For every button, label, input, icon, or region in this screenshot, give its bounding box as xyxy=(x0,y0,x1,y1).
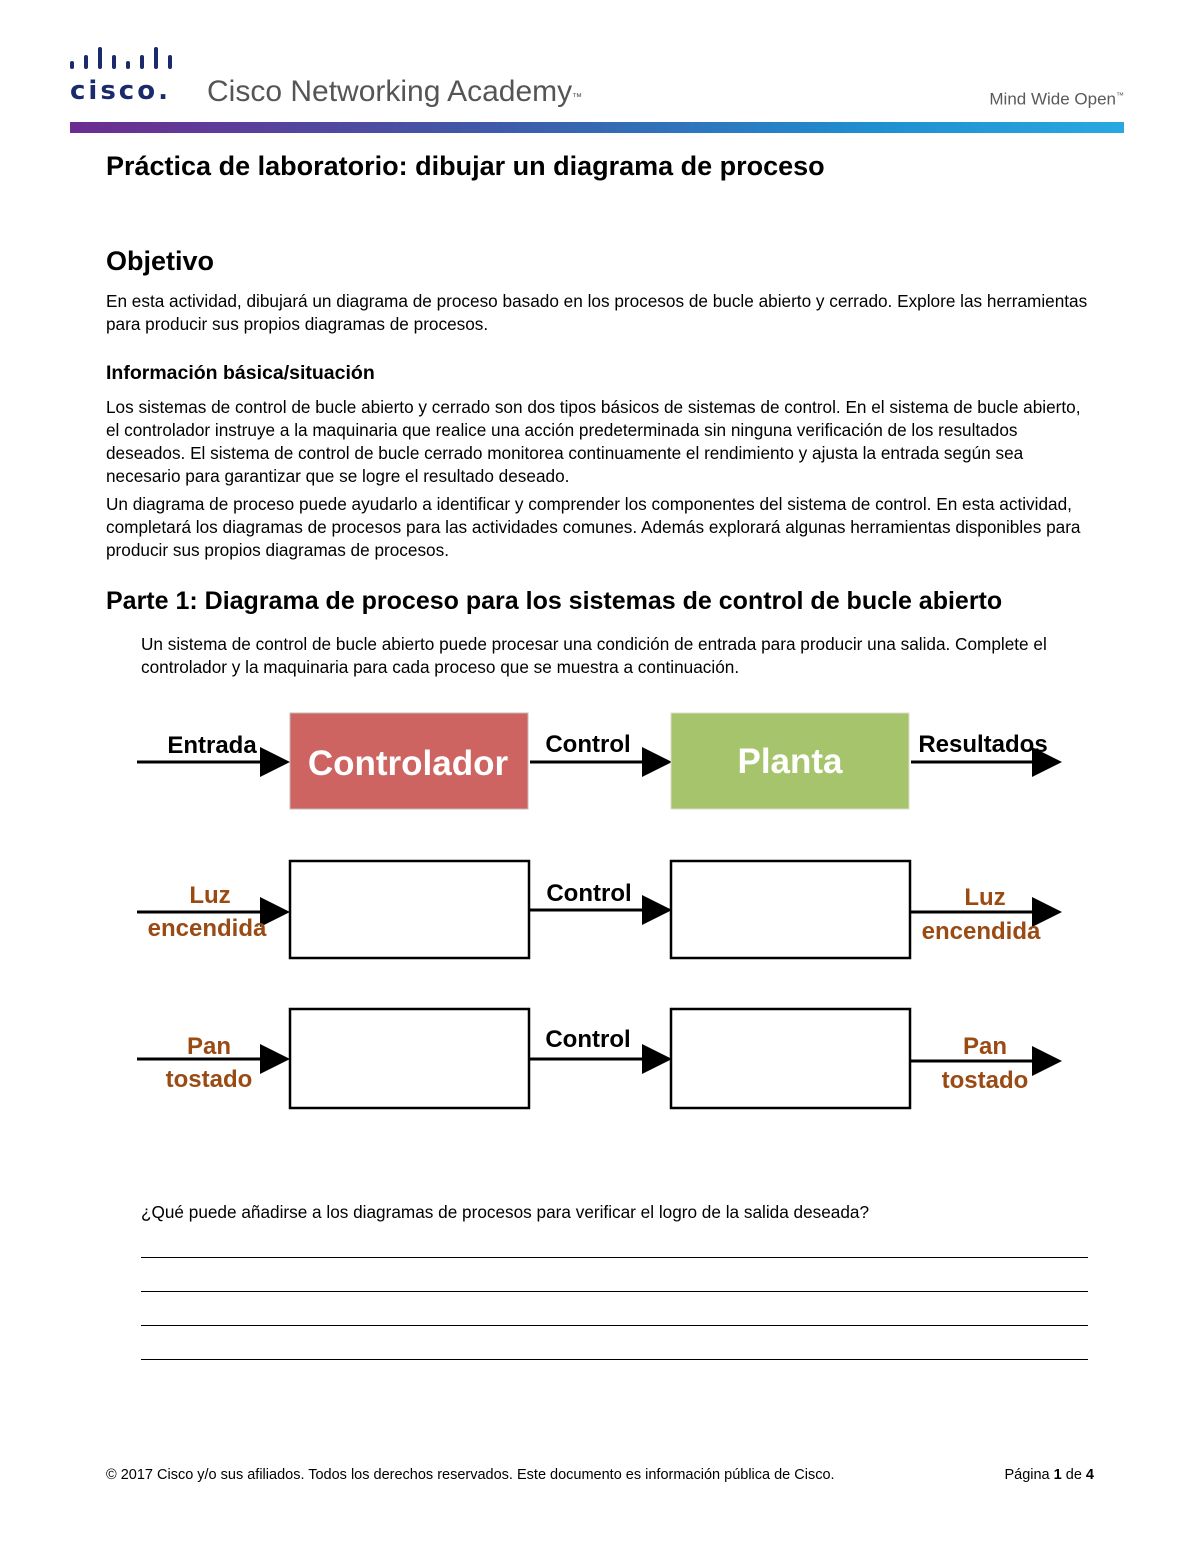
page-title: Práctica de laboratorio: dibujar un diagrama de proceso xyxy=(106,151,825,181)
row2-output-label-line1: Luz xyxy=(964,884,1006,911)
objective-heading: Objetivo xyxy=(106,246,215,276)
background-paragraph-2: Un diagrama de proceso puede ayudarlo a identificar y comprender los componentes del sistema de control. En esta actividad, completará los diagramas de procesos para las actividades comunes. Además explorará algunas herramientas disponibles para producir sus propios diagramas de procesos. xyxy=(106,494,1081,560)
answer-line-3[interactable] xyxy=(141,1325,1088,1326)
row2-output-label-line2: encendida xyxy=(921,918,1041,945)
part1-heading: Parte 1: Diagrama de proceso para los sistemas de control de bucle abierto xyxy=(106,587,1003,615)
row2-input-label-line1: Luz xyxy=(189,882,231,909)
row1-input-label: Entrada xyxy=(167,732,257,759)
row3-input-label-line2: tostado xyxy=(165,1066,253,1093)
cisco-logo-text: cisco. xyxy=(70,76,171,106)
answer-line-1[interactable] xyxy=(141,1257,1088,1258)
answer-line-2[interactable] xyxy=(141,1291,1088,1292)
row3-control-label: Control xyxy=(545,1026,631,1053)
row3-controller-blank-box xyxy=(290,1009,529,1108)
row2-input-label-line2: encendida xyxy=(147,915,267,942)
objective-text: En esta actividad, dibujará un diagrama de proceso basado en los procesos de bucle abierto y cerrado. Explore las herramientas para producir sus propios diagramas de procesos. xyxy=(106,291,1088,334)
cisco-logo-bars-icon xyxy=(70,47,180,75)
row3-input-label-line1: Pan xyxy=(186,1033,232,1060)
row3-output-label-line2: tostado xyxy=(941,1067,1029,1094)
part1-intro: Un sistema de control de bucle abierto puede procesar una condición de entrada para producir una salida. Complete el controlador y la maquinaria para cada proceso que se muestra a continuación. xyxy=(141,634,1047,677)
row2-controller-blank-box xyxy=(290,861,529,958)
part1-question: ¿Qué puede añadirse a los diagramas de procesos para verificar el logro de la salida deseada? xyxy=(141,1202,870,1222)
row2-plant-blank-box xyxy=(671,861,910,958)
background-heading: Información básica/situación xyxy=(106,362,375,384)
row1-control-label: Control xyxy=(545,731,631,758)
tagline: Mind Wide Open™ xyxy=(989,89,1124,109)
brand-title: Cisco Networking Academy™ xyxy=(207,75,583,108)
footer-copyright: © 2017 Cisco y/o sus afiliados. Todos los derechos reservados. Este documento es información pública de Cisco. xyxy=(106,1467,835,1483)
row2-control-label: Control xyxy=(546,880,632,907)
header-gradient-bar xyxy=(70,122,1124,133)
controller-label: Controlador xyxy=(307,744,509,783)
page-number: Página 1 de 4 xyxy=(1004,1467,1094,1483)
row3-plant-blank-box xyxy=(671,1009,910,1108)
process-diagram xyxy=(0,690,1200,1130)
plant-label: Planta xyxy=(737,742,843,781)
row3-output-label-line1: Pan xyxy=(962,1033,1008,1060)
background-paragraph-1: Los sistemas de control de bucle abierto y cerrado son dos tipos básicos de sistemas de control. En el sistema de bucle abierto, el controlador instruye a la maquinaria que realice una acción predeterminada sin ninguna verificación de los resultados deseados. El sistema de control de bucle cerrado monitorea continuamente el rendimiento y ajusta la entrada según sea necesario para garantizar que se logre el resultado deseado. xyxy=(106,397,1081,486)
row1-output-label: Resultados xyxy=(918,731,1048,758)
answer-line-4[interactable] xyxy=(141,1359,1088,1360)
